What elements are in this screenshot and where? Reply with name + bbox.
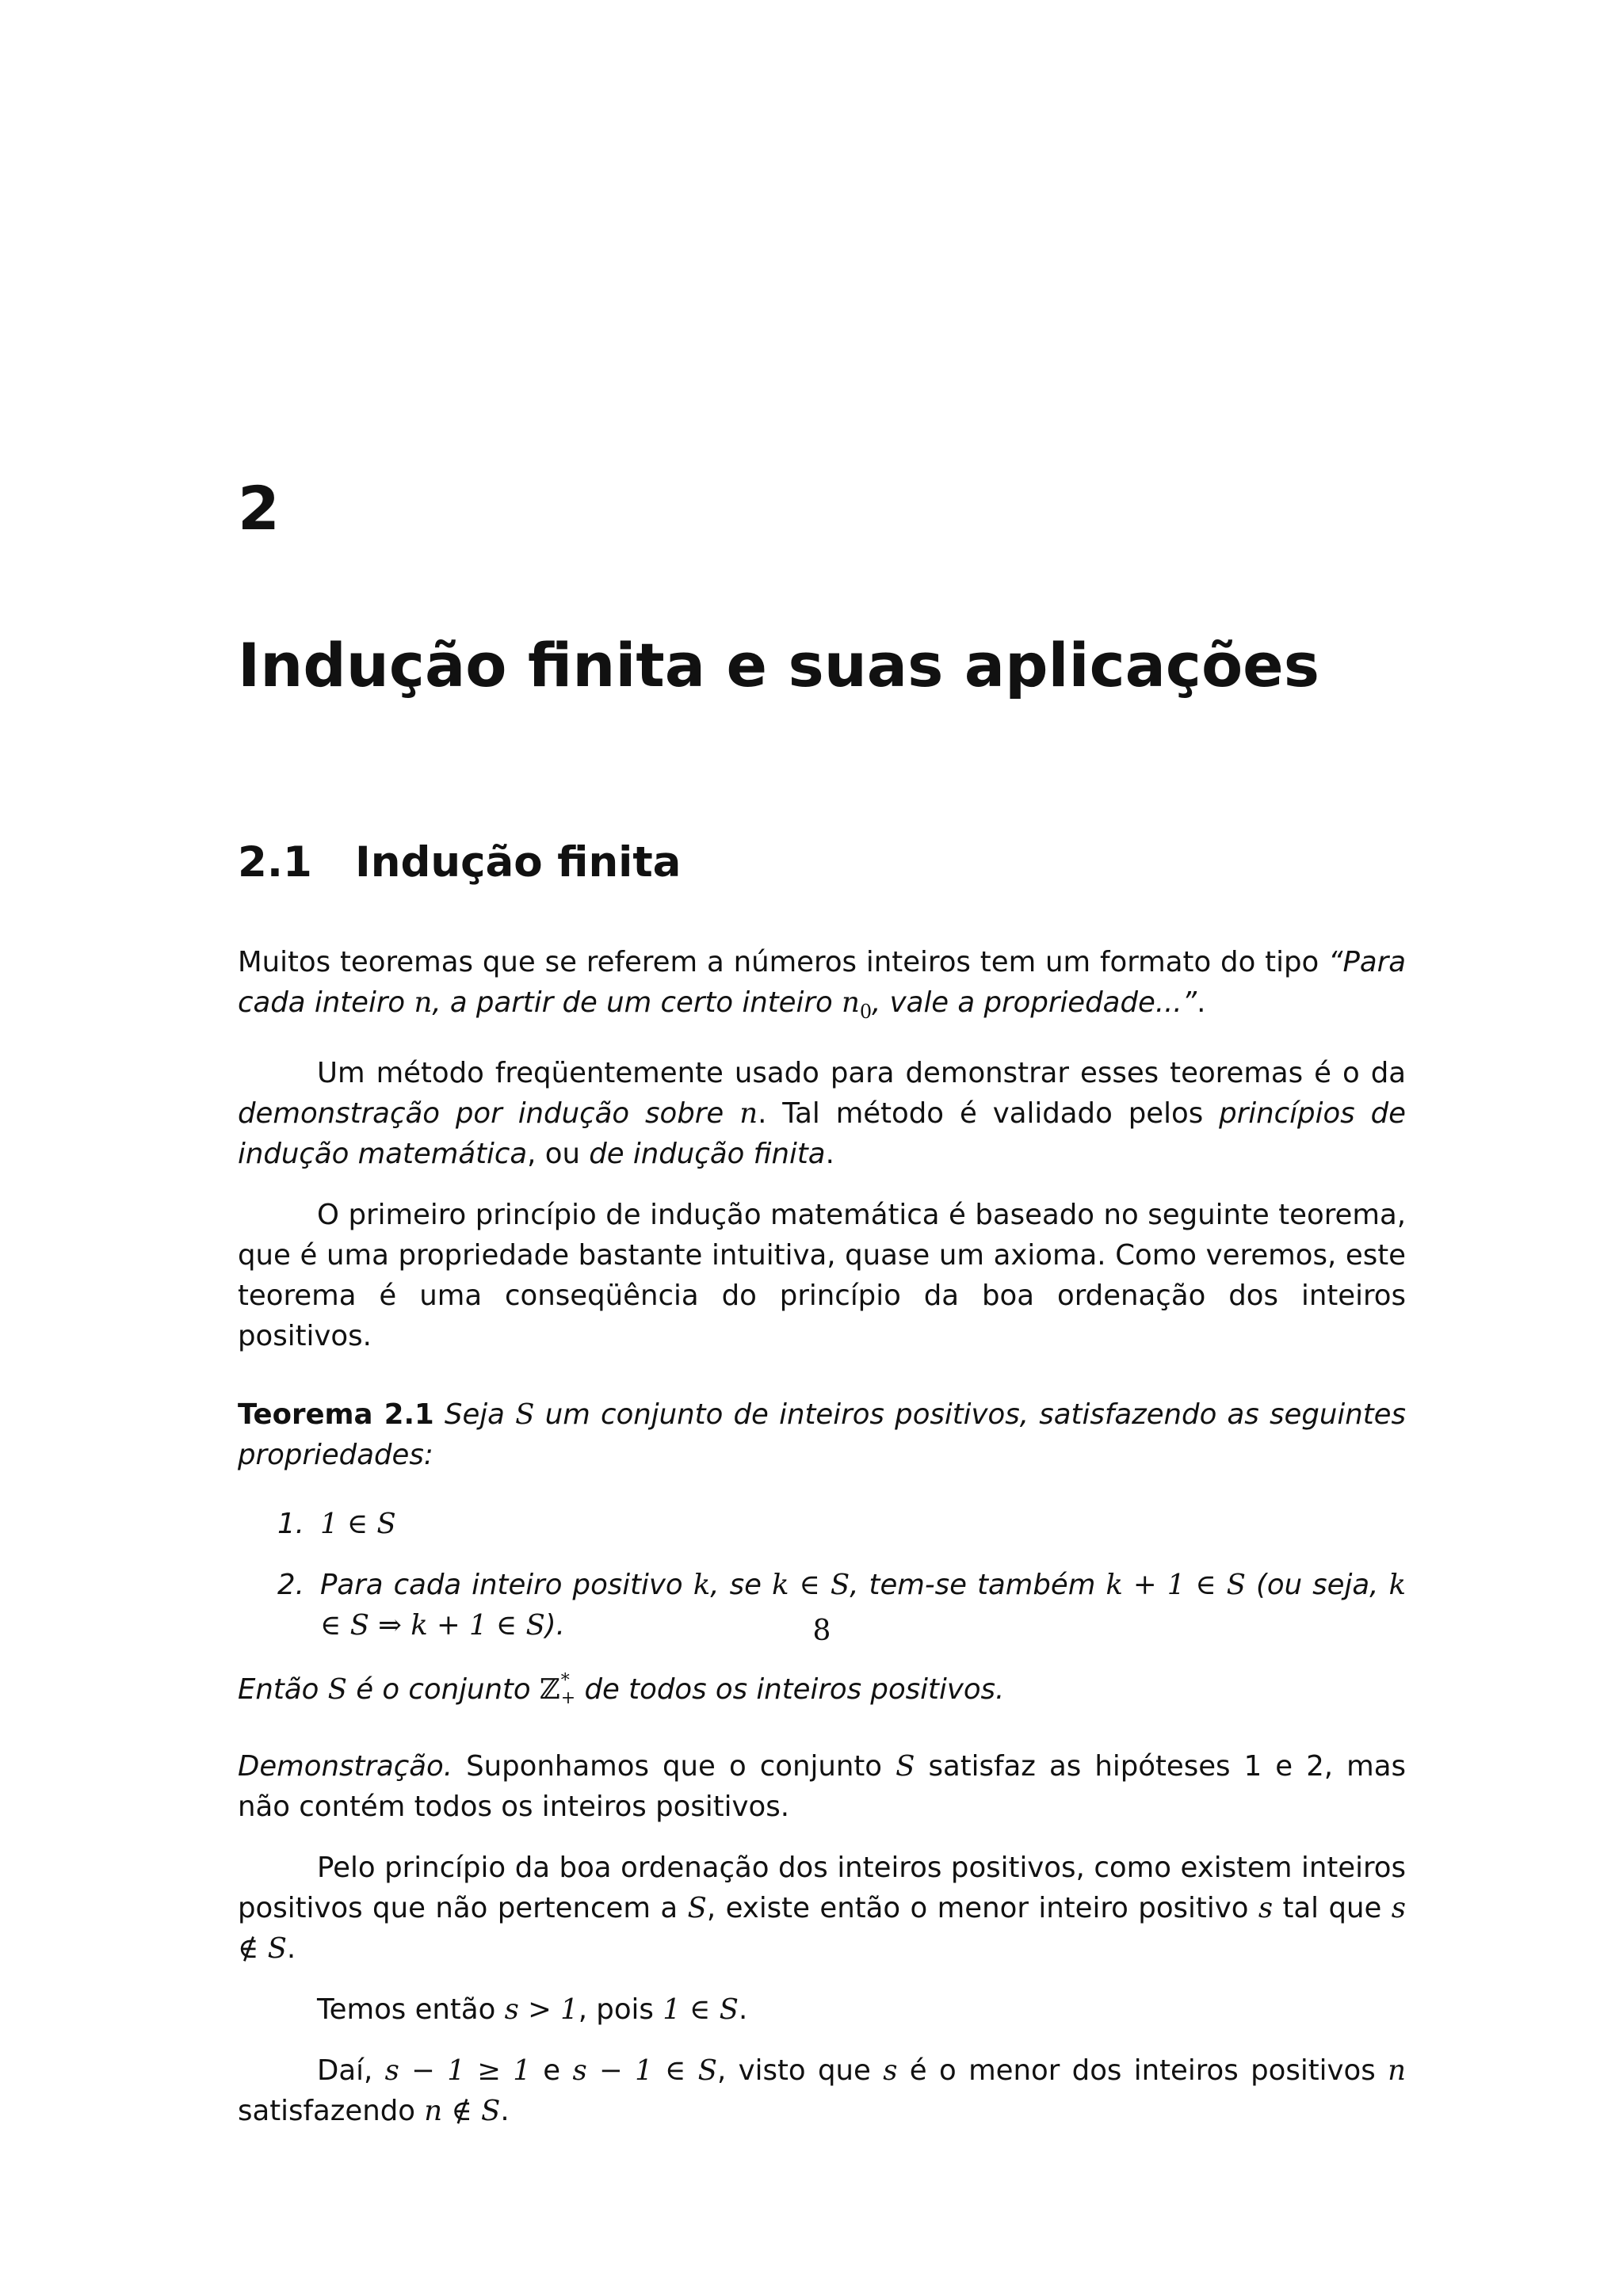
theorem-conclusion [238,1669,1406,1710]
math-var: s [1258,1892,1274,1925]
emphasis: demonstração por indução sobre [238,1097,740,1131]
math-subscript: 0 [859,1001,873,1024]
text: . Tal método é validado pelos [758,1097,1220,1131]
section-number: 2.1 [238,838,312,887]
math-var: n [414,986,433,1019]
text: . [738,1993,748,2027]
math-var: n [739,1097,758,1131]
paragraph-method [238,1053,1406,1174]
text: tal que [1273,1892,1392,1925]
math-var: S [687,1892,707,1925]
text: Suponhamos que o conjunto [453,1750,896,1783]
math-var: S [327,1673,347,1707]
text: . [286,1932,296,1966]
text: Temos então [317,1993,505,2027]
text: é o conjunto [346,1673,540,1707]
math-superscript: * [560,1671,570,1691]
emphasis: princípios de indução matemática [238,1097,1406,1171]
item-label: 2. [277,1569,304,1602]
math-var: n [841,986,860,1019]
text: , existe então o menor inteiro positivo [706,1892,1258,1925]
math-set-integers: ℤ [539,1673,560,1707]
text: Pelo princípio da boa ordenação dos inteiros positivos, como existem inteiros positivos que não pertencem a [238,1852,1406,1925]
text: Então [238,1673,328,1707]
proof-label: Demonstração. [238,1750,453,1783]
math-expression: k + 1 ∈ S [1106,1569,1246,1602]
math-var: S [515,1398,535,1432]
proof-paragraph-4 [238,2050,1406,2131]
text: (ou seja, [1245,1569,1389,1602]
text: Daí, [317,2054,385,2088]
math-expression: k ∈ S ⇒ k + 1 ∈ S [320,1569,1406,1642]
paragraph-intro [238,942,1406,1032]
section-title: Indução finita [355,838,682,887]
page-number: 8 [812,1615,831,1647]
chapter-title: Indução finita e suas aplicações [238,630,1319,700]
math-expression: k ∈ S [771,1569,850,1602]
text: satisfaz as hipóteses 1 e 2, mas não contém todos os inteiros positivos. [238,1750,1406,1824]
math-expression: 1 ∈ S [320,1508,396,1541]
text: , a partir de um certo inteiro [432,986,842,1019]
proof-paragraph-3 [238,1989,1406,2030]
theorem [238,1394,1406,1475]
text: e [530,2054,573,2088]
section-heading [238,840,681,886]
text: , ou [527,1138,590,1171]
text: . [1197,986,1206,1019]
text: Muitos teoremas que se referem a números inteiros tem um formato do tipo [238,946,1329,978]
math-var: k [693,1569,711,1602]
chapter-number: 2 [238,473,280,543]
text: Seja [433,1398,516,1432]
proof-paragraph-2 [238,1848,1406,1969]
math-expression: 1 ∈ S [663,1993,739,2027]
math-expression: s − 1 ≥ 1 [384,2054,531,2088]
text: . [500,2095,510,2128]
item-label: 1. [277,1508,304,1541]
text: Um método freqüentemente usado para demonstrar esses teoremas é o da [317,1057,1406,1090]
text: , pois [578,1993,663,2027]
math-expression: s > 1 [504,1993,579,2027]
math-var: n [1388,2054,1406,2088]
text: , tem-se também [850,1569,1106,1602]
math-expression: n ∉ S [424,2095,501,2128]
list-item [238,1504,1406,1544]
text: de todos os inteiros positivos. [575,1673,1005,1707]
math-expression: s ∉ S [238,1892,1407,1966]
body-text [238,942,1406,2152]
math-expression: s − 1 ∈ S [572,2054,717,2088]
paragraph-first-principle: O primeiro princípio de indução matemática é baseado no seguinte teorema, que é uma propriedade bastante intuitiva, quase um axioma. Como veremos, este teorema é uma conseqüência do princípio da boa ordenação dos inteiros positivos. [238,1199,1406,1353]
text: um conjunto de inteiros positivos, satisfazendo as seguintes propriedades: [238,1398,1407,1472]
text: , vale a propriedade...” [872,986,1197,1019]
theorem-label: Teorema 2.1 [238,1398,434,1432]
text: satisfazendo [238,2095,425,2128]
math-subscript: + [560,1688,576,1709]
text: ). [544,1609,565,1642]
text: é o menor dos inteiros positivos [897,2054,1388,2088]
proof-paragraph-1 [238,1746,1406,1827]
math-var: S [896,1750,915,1783]
text: . [825,1138,834,1171]
text: Para cada inteiro positivo [320,1569,693,1602]
text: , se [710,1569,772,1602]
text: “Para cada inteiro [238,946,1406,1019]
emphasis: de indução finita [589,1138,826,1171]
math-var: s [883,2054,898,2088]
text: , visto que [717,2054,884,2088]
math-scripts [561,1672,575,1707]
